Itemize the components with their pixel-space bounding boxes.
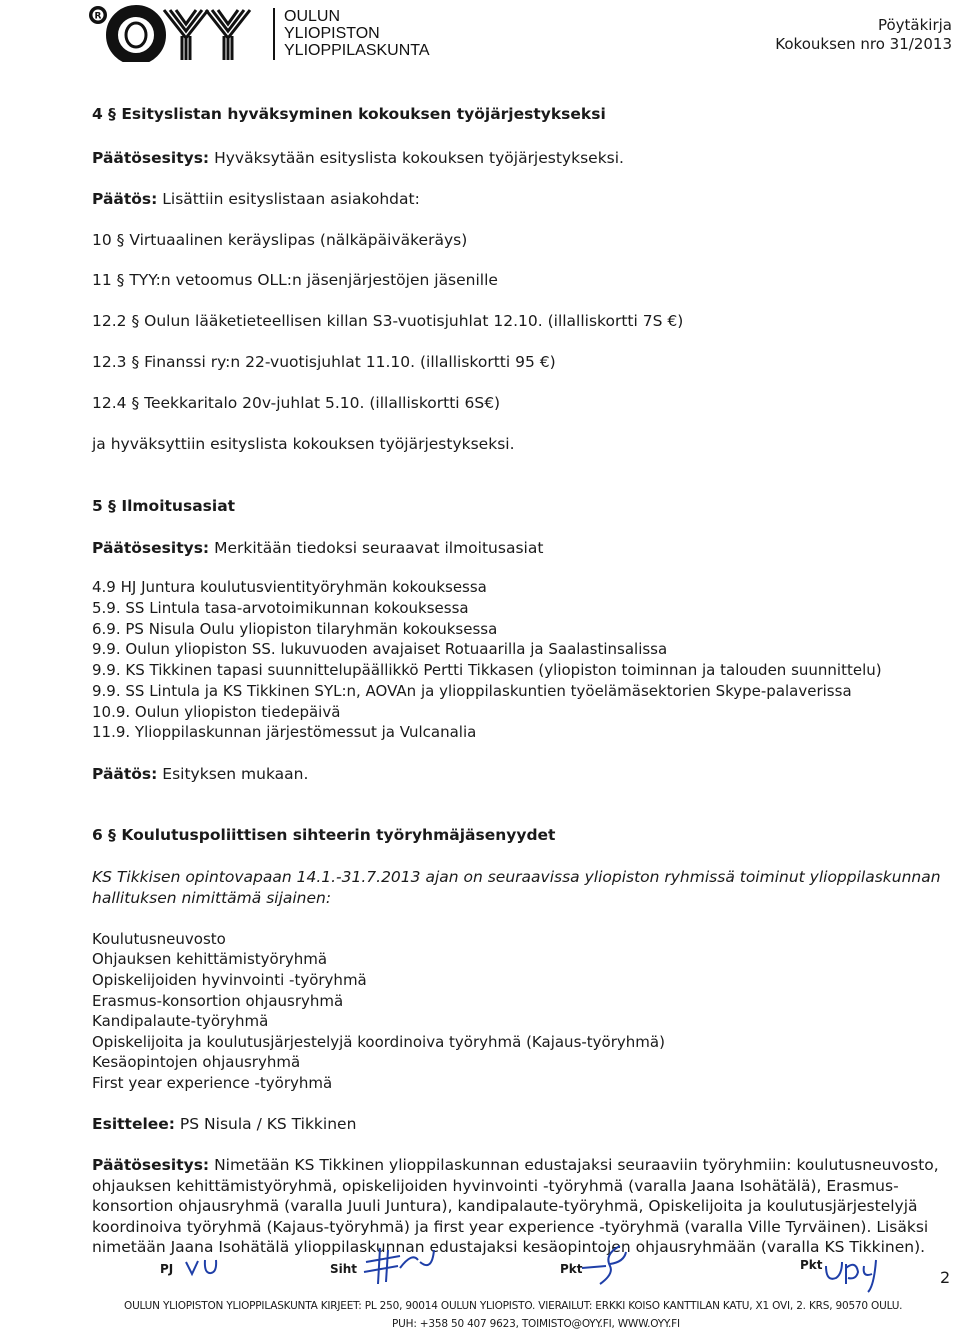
- working-group-item: First year experience -työryhmä: [92, 1074, 333, 1092]
- section-6-title: 6 § Koulutuspoliittisen sihteerin työryhmäjäsenyydet: [92, 826, 556, 844]
- section-6-proposal-line: koordinoiva työryhmä (Kajaus-työryhmä) ja first year experience -työryhmä (varalla Ville Tyrväinen). Lisäksi: [92, 1218, 929, 1236]
- doc-type: Pöytäkirja: [877, 16, 952, 34]
- announcement-item: 10.9. Oulun yliopiston tiedepäivä: [92, 703, 341, 721]
- section-5-title: 5 § Ilmoitusasiat: [92, 497, 236, 515]
- pkt-label-2: Pkt: [800, 1258, 823, 1272]
- working-group-item: Ohjauksen kehittämistyöryhmä: [92, 950, 328, 968]
- announcement-item: 9.9. SS Lintula ja KS Tikkinen SYL:n, AOVAn ja ylioppilaskuntien työelämäsektorien Skype-palaverissa: [92, 682, 852, 700]
- logo-divider: [273, 8, 275, 60]
- section-4-proposal: Päätösesitys: Hyväksytään esityslista kokouksen työjärjestykseksi.: [92, 149, 624, 167]
- section-6-proposal-line: Päätösesitys: Nimetään KS Tikkinen ylioppilaskunnan edustajaksi seuraaviin työryhmiin: koulutusneuvosto,: [92, 1156, 939, 1174]
- pj-initials-signature: [183, 1256, 223, 1280]
- section-6-intro: KS Tikkisen opintovapaan 14.1.-31.7.2013 ajan on seuraavissa yliopiston ryhmissä toiminut ylioppilaskunnan: [92, 868, 941, 886]
- footer-address: OULUN YLIOPISTON YLIOPPILASKUNTA KIRJEET: PL 250, 90014 OULUN YLIOPISTO. VIERAILUT: ERKKI KOISO KANTTILAN KATU, X1 OVI, 2. KRS, 90570 OULU.: [124, 1300, 903, 1312]
- pkt-signature-2: [822, 1250, 892, 1296]
- working-group-item: Koulutusneuvosto: [92, 930, 226, 948]
- pkt-label-1: Pkt: [560, 1262, 583, 1276]
- working-group-item: Opiskelijoiden hyvinvointi -työryhmä: [92, 971, 367, 989]
- announcement-item: 9.9. Oulun yliopiston SS. lukuvuoden avajaiset Rotuaarilla ja Saalastinsalissa: [92, 640, 668, 658]
- oyy-logo: [88, 4, 264, 62]
- footer-contact: PUH: +358 50 407 9623, TOIMISTO@OYY.FI, WWW.OYY.FI: [392, 1318, 680, 1330]
- working-group-item: Erasmus-konsortion ohjausryhmä: [92, 992, 344, 1010]
- section-6-proposal-line: konsortion ohjausryhmä (varalla Juuli Juntura), kandipalaute-työryhmä, Opiskelijoita ja koulutusjärjestelyjä: [92, 1197, 918, 1215]
- section-6-proposal-line: nimetään Jaana Isohätälä ylioppilaskunnan edustajaksi kesäopintojen ohjausryhmään (varalla KS Tikkinen).: [92, 1238, 926, 1256]
- document-header: [775, 16, 952, 54]
- agenda-item: 12.3 § Finanssi ry:n 22-vuotisjuhlat 11.10. (illalliskortti 95 €): [92, 353, 556, 371]
- meeting-number: Kokouksen nro 31/2013: [775, 35, 952, 53]
- org-name: OULUN YLIOPISTON YLIOPPILASKUNTA: [284, 8, 430, 59]
- section-5-proposal: Päätösesitys: Merkitään tiedoksi seuraavat ilmoitusasiat: [92, 539, 544, 557]
- section-4-closing: ja hyväksyttiin esityslista kokouksen työjärjestykseksi.: [92, 435, 515, 453]
- agenda-item: 12.4 § Teekkaritalo 20v-juhlat 5.10. (illalliskortti 6S€): [92, 394, 501, 412]
- working-group-item: Kandipalaute-työryhmä: [92, 1012, 269, 1030]
- announcement-item: 5.9. SS Lintula tasa-arvotoimikunnan kokouksessa: [92, 599, 469, 617]
- pkt-signature-1: [580, 1240, 640, 1288]
- working-group-item: Kesäopintojen ohjausryhmä: [92, 1053, 301, 1071]
- section-5-decision: Päätös: Esityksen mukaan.: [92, 765, 309, 783]
- section-4-decision: Päätös: Lisättiin esityslistaan asiakohdat:: [92, 190, 420, 208]
- section-6-proposal-line: ohjauksen kehittämistyöryhmä, opiskelijoiden hyvinvointi -työryhmä (varalla Jaana Isohätälä), Erasmus-: [92, 1177, 899, 1195]
- working-group-item: Opiskelijoita ja koulutusjärjestelyjä koordinoiva työryhmä (Kajaus-työryhmä): [92, 1033, 665, 1051]
- announcement-item: 11.9. Ylioppilaskunnan järjestömessut ja Vulcanalia: [92, 723, 477, 741]
- section-6-presenter: Esittelee: PS Nisula / KS Tikkinen: [92, 1115, 357, 1133]
- siht-label: Siht: [330, 1262, 358, 1276]
- announcement-item: 4.9 HJ Juntura koulutusvientityöryhmän kokouksessa: [92, 578, 487, 596]
- section-6-intro: hallituksen nimittämä sijainen:: [92, 889, 332, 907]
- siht-signature: [360, 1242, 440, 1288]
- announcement-item: 6.9. PS Nisula Oulu yliopiston tilaryhmän kokouksessa: [92, 620, 498, 638]
- page-number: 2: [940, 1268, 951, 1287]
- agenda-item: 12.2 § Oulun lääketieteellisen killan S3-vuotisjuhlat 12.10. (illalliskortti 7S €): [92, 312, 684, 330]
- agenda-item: 11 § TYY:n vetoomus OLL:n jäsenjärjestöjen jäsenille: [92, 271, 498, 289]
- pj-label: PJ: [160, 1262, 174, 1276]
- announcement-item: 9.9. KS Tikkinen tapasi suunnittelupäällikkö Pertti Tikkasen (yliopiston toiminnan ja talouden suunnittelu): [92, 661, 882, 679]
- agenda-item: 10 § Virtuaalinen keräyslipas (nälkäpäiväkeräys): [92, 231, 468, 249]
- section-4-title: 4 § Esityslistan hyväksyminen kokouksen työjärjestykseksi: [92, 105, 606, 123]
- svg-text:R: R: [94, 11, 102, 22]
